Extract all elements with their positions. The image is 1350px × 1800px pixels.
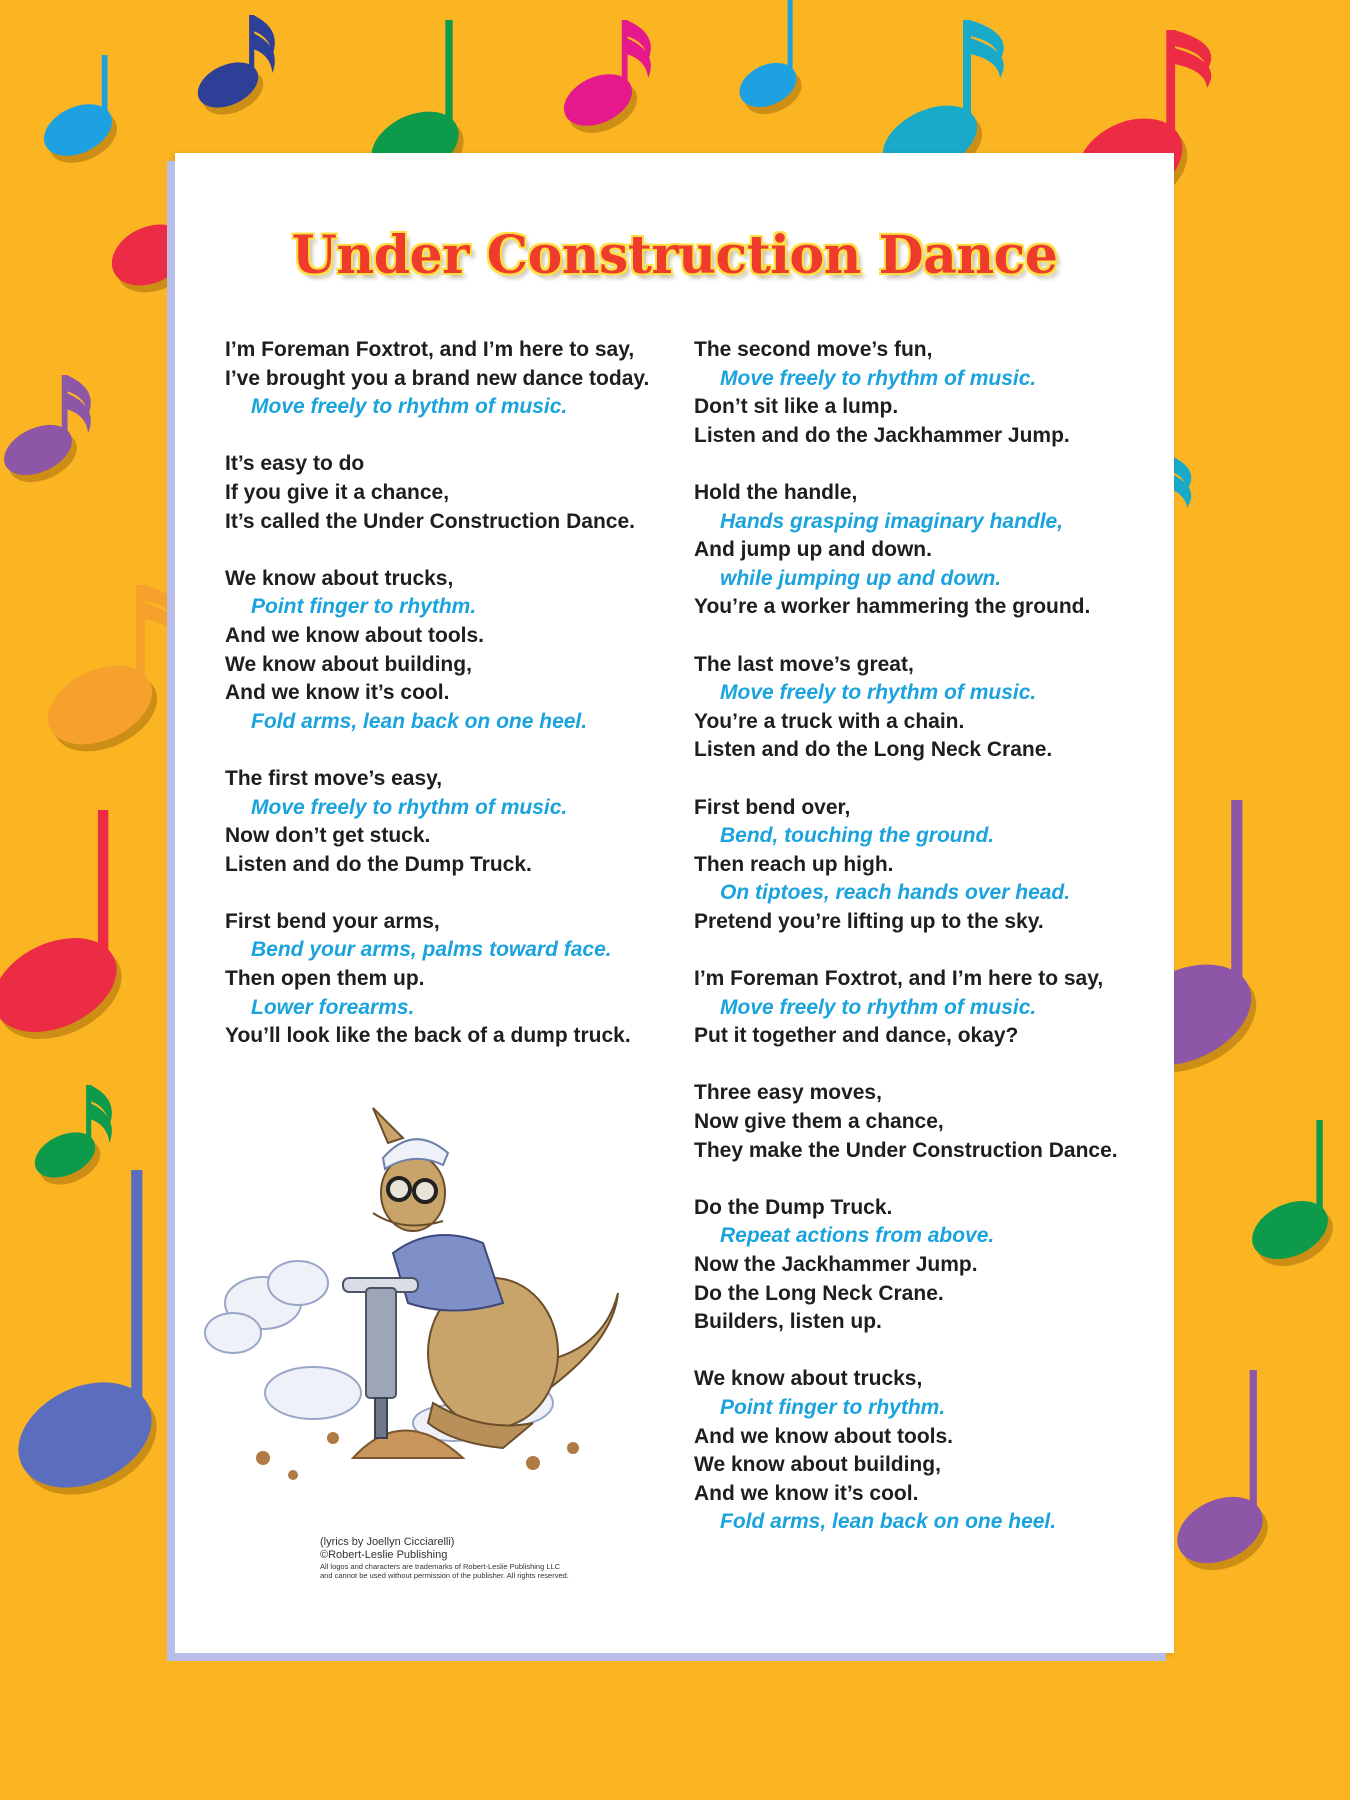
legal-line-1: All logos and characters are trademarks of Robert-Leslie Publishing LLC — [320, 1562, 561, 1571]
lyric-line: They make the Under Construction Dance. — [694, 1138, 1118, 1162]
copyright-line: ©Robert-Leslie Publishing — [320, 1549, 448, 1561]
music-note-icon — [1243, 1120, 1342, 1277]
lyric-line: Then reach up high. — [694, 852, 894, 876]
action-line: Move freely to rhythm of music. — [251, 795, 568, 819]
lyric-line: First bend your arms, — [225, 909, 440, 933]
lyrics-left-column — [225, 336, 665, 1051]
lyric-line: And jump up and down. — [694, 538, 932, 562]
action-line: Repeat actions from above. — [720, 1224, 995, 1248]
action-line: Move freely to rhythm of music. — [720, 366, 1037, 390]
lyric-line: And we know about tools. — [694, 1424, 953, 1448]
lyric-line: We know about building, — [694, 1453, 941, 1477]
lyrics-sheet — [175, 153, 1174, 1653]
lyric-line: You’ll look like the back of a dump truck. — [225, 1024, 631, 1048]
music-note-icon — [1, 1170, 173, 1515]
action-line: Fold arms, lean back on one heel. — [251, 709, 588, 733]
lyric-line: Listen and do the Dump Truck. — [225, 852, 532, 876]
lyric-line: We know about trucks, — [694, 1367, 923, 1391]
music-note-icon — [0, 810, 137, 1058]
lyric-line: Listen and do the Jackhammer Jump. — [694, 423, 1070, 447]
lyric-line: I’m Foreman Foxtrot, and I’m here to say, — [225, 338, 635, 361]
lyric-line: The first move’s easy, — [225, 766, 443, 790]
action-line: On tiptoes, reach hands over head. — [720, 881, 1071, 905]
lyrics-credit: (lyrics by Joellyn Cicciarelli) — [320, 1536, 455, 1548]
lyric-line: Do the Long Neck Crane. — [694, 1281, 944, 1305]
lyric-line: You’re a truck with a chain. — [694, 709, 965, 733]
lyric-line: Pretend you’re lifting up to the sky. — [694, 909, 1044, 933]
action-line: Move freely to rhythm of music. — [251, 395, 568, 419]
lyric-line: I’ve brought you a brand new dance today. — [225, 366, 650, 390]
lyric-line: If you give it a chance, — [225, 480, 450, 504]
lyric-line: And we know it’s cool. — [225, 681, 450, 705]
lyric-line: The second move’s fun, — [694, 338, 933, 361]
lyric-line: Now the Jackhammer Jump. — [694, 1253, 978, 1276]
music-note-icon — [732, 0, 808, 123]
lyric-line: Now don’t get stuck. — [225, 824, 431, 848]
lyric-line: We know about trucks, — [225, 566, 454, 590]
lyric-line: And we know about tools. — [225, 623, 484, 647]
lyric-line: It’s called the Under Construction Dance. — [225, 509, 635, 533]
lyric-line: The last move’s great, — [694, 652, 914, 676]
lyrics-right-column — [694, 336, 1164, 1537]
lyric-line: Put it together and dance, okay? — [694, 1024, 1019, 1048]
stanza-gap — [225, 422, 665, 451]
action-line: Lower forearms. — [251, 995, 415, 1019]
action-line: Bend, touching the ground. — [720, 824, 995, 848]
music-note-icon — [1167, 1370, 1279, 1583]
lyric-line: You’re a worker hammering the ground. — [694, 595, 1091, 619]
lyric-line: Don’t sit like a lump. — [694, 395, 899, 419]
kangaroo-jackhammer-illustration — [203, 1103, 633, 1483]
action-line: Bend your arms, palms toward face. — [251, 938, 612, 962]
lyric-line: Listen and do the Long Neck Crane. — [694, 738, 1053, 762]
stanza-gap — [225, 536, 665, 565]
lyric-line: First bend over, — [694, 795, 851, 819]
lyric-line: Do the Dump Truck. — [694, 1195, 893, 1219]
music-note-icon — [191, 15, 275, 124]
music-note-icon — [28, 1085, 112, 1194]
lyric-line: Now give them a chance, — [694, 1110, 944, 1134]
stanza-gap — [225, 879, 665, 908]
page-title: Under Construction Dance — [291, 225, 1058, 286]
dirt-mound — [256, 1431, 579, 1481]
action-line: Move freely to rhythm of music. — [720, 995, 1037, 1019]
action-line: Move freely to rhythm of music. — [720, 681, 1037, 705]
stanza-gap — [694, 1337, 1164, 1366]
action-line: Fold arms, lean back on one heel. — [720, 1510, 1057, 1534]
music-note-icon — [0, 375, 91, 492]
action-line: while jumping up and down. — [720, 566, 1002, 590]
credits — [320, 1536, 569, 1580]
action-line: Hands grasping imaginary handle, — [720, 509, 1064, 533]
stanza-gap — [694, 765, 1164, 794]
stanza-gap — [694, 450, 1164, 479]
lyric-line: We know about building, — [225, 652, 472, 676]
legal-line-2: and cannot be used without permission of the publisher. All rights reserved. — [320, 1571, 569, 1580]
lyric-line: Three easy moves, — [694, 1081, 882, 1105]
lyric-line: Builders, listen up. — [694, 1310, 882, 1334]
music-note-icon — [35, 585, 181, 767]
music-note-icon — [556, 20, 651, 143]
stanza-gap — [694, 1051, 1164, 1080]
lyric-line: Hold the handle, — [694, 480, 858, 504]
action-line: Point finger to rhythm. — [251, 595, 477, 619]
lyric-line: Then open them up. — [225, 967, 425, 991]
action-line: Point finger to rhythm. — [720, 1395, 946, 1419]
stanza-gap — [694, 936, 1164, 965]
stanza-gap — [694, 1165, 1164, 1194]
stanza-gap — [225, 736, 665, 765]
lyric-line: It’s easy to do — [225, 452, 365, 476]
lyric-line: And we know it’s cool. — [694, 1481, 919, 1505]
music-note-icon — [36, 55, 126, 173]
stanza-gap — [694, 622, 1164, 651]
lyric-line: I’m Foreman Foxtrot, and I’m here to say, — [694, 967, 1104, 991]
